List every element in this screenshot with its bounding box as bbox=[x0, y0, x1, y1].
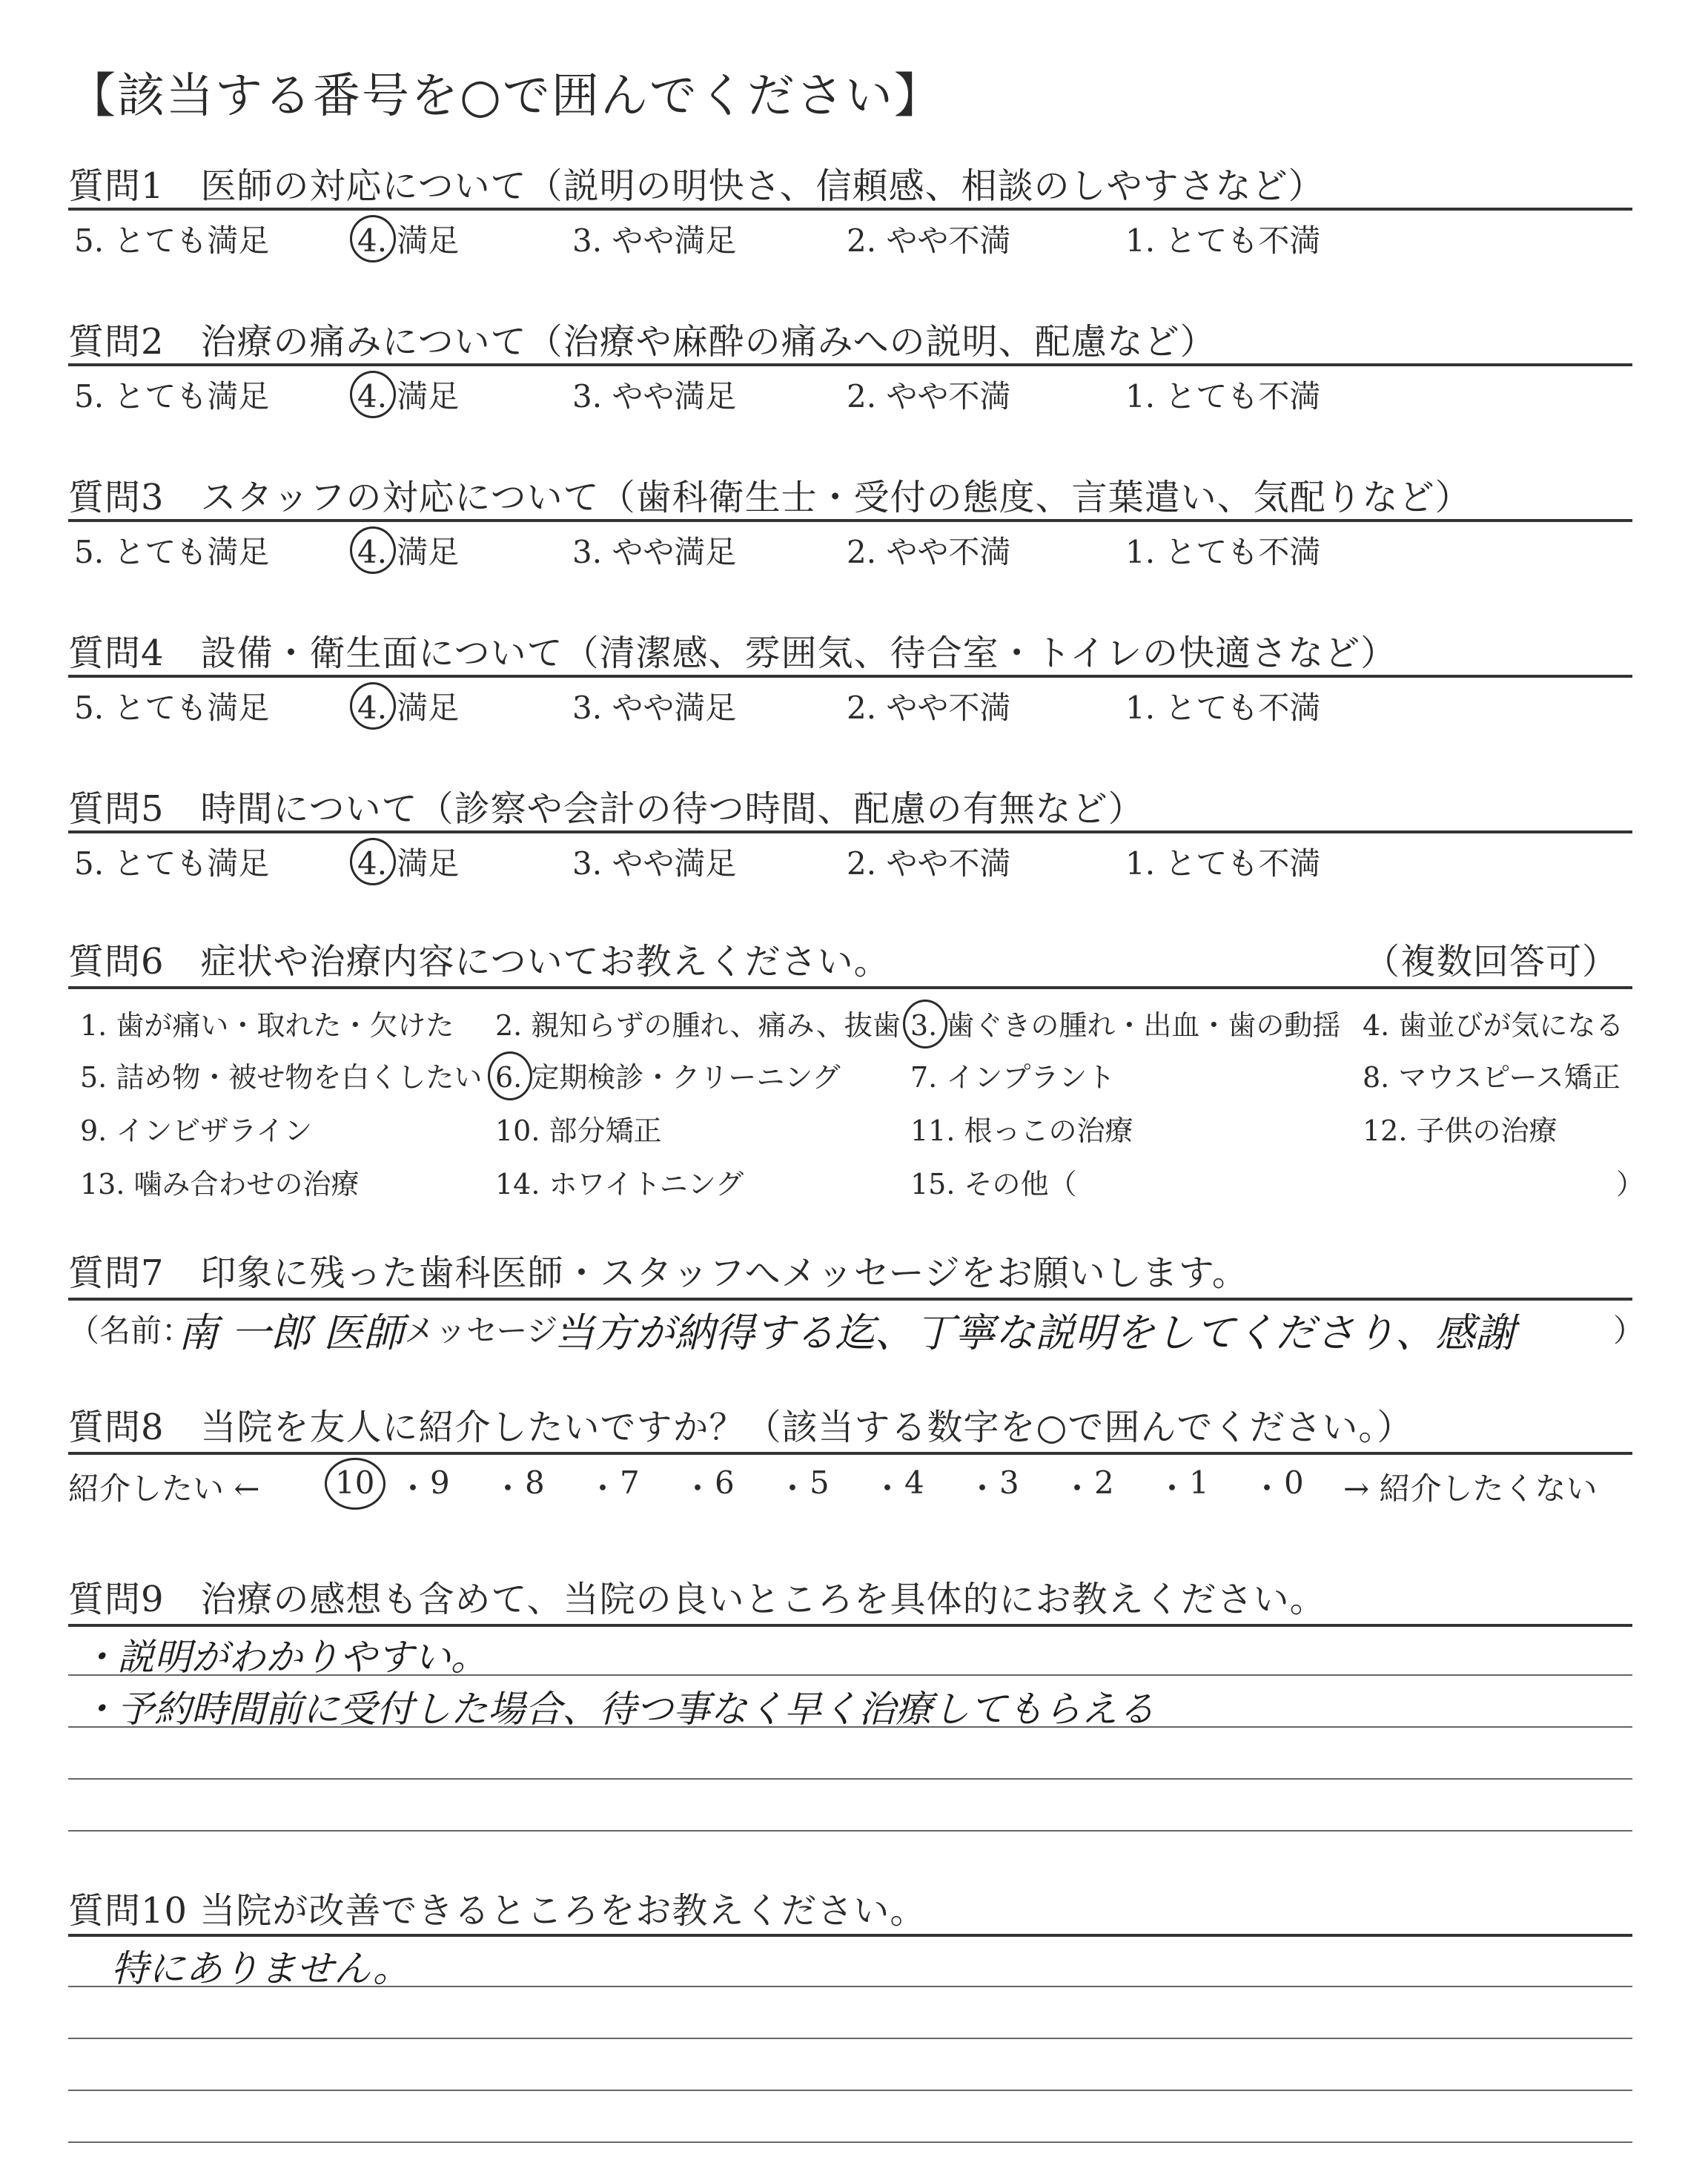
q1-title: 質問1 医師の対応について（説明の明快さ、信頼感、相談のしやすさなど） bbox=[68, 165, 1325, 207]
q3-option-3[interactable]: 2. やや不満 bbox=[847, 534, 1011, 570]
q5-rule bbox=[68, 830, 1632, 833]
q7-rule bbox=[68, 1298, 1632, 1301]
q3-option-0[interactable]: 5. とても満足 bbox=[74, 534, 270, 570]
q4-option-4[interactable]: 1. とても不満 bbox=[1125, 690, 1321, 726]
q2-option-4[interactable]: 1. とても不満 bbox=[1125, 378, 1321, 415]
q9-rule bbox=[68, 1624, 1632, 1627]
q7-name-value[interactable]: 南 一郎 医師 bbox=[178, 1309, 404, 1356]
q8-scale-separator: ・ bbox=[587, 1470, 619, 1507]
q1-option-2[interactable]: 3. やや満足 bbox=[572, 222, 737, 259]
q6-option-14[interactable]: 15. その他（ bbox=[910, 1168, 1077, 1200]
q6-option-7[interactable]: 8. マウスピース矯正 bbox=[1363, 1061, 1621, 1094]
q8-left-label: 紹介したい ← bbox=[68, 1470, 260, 1507]
q8-rule bbox=[68, 1452, 1632, 1455]
q2-option-1[interactable]: 4. 満足 bbox=[357, 378, 460, 415]
q7-message-label: メッセージ： bbox=[404, 1312, 589, 1349]
q7-title: 質問7 印象に残った歯科医師・スタッフへメッセージをお願いします。 bbox=[68, 1252, 1248, 1294]
q8-scale-value-1[interactable]: 1 bbox=[1189, 1464, 1209, 1501]
q1-option-1[interactable]: 4. 満足 bbox=[357, 222, 460, 259]
q8-scale-separator: ・ bbox=[1251, 1470, 1283, 1507]
q8-title: 質問8 当院を友人に紹介したいですか？（該当する数字を○で囲んでください。） bbox=[68, 1407, 1414, 1448]
q3-title: 質問3 スタッフの対応について（歯科衛生士・受付の態度、言葉遣い、気配りなど） bbox=[68, 477, 1472, 518]
q6-option-12[interactable]: 13. 噛み合わせの治療 bbox=[80, 1168, 360, 1200]
q9-answer-2[interactable]: ・予約時間前に受付した場合、待つ事なく早く治療してもらえる bbox=[80, 1688, 1155, 1731]
q4-option-1[interactable]: 4. 満足 bbox=[357, 690, 460, 726]
q4-title: 質問4 設備・衛生面について（清潔感、雰囲気、待合室・トイレの快適さなど） bbox=[68, 633, 1397, 674]
q2-option-0[interactable]: 5. とても満足 bbox=[74, 378, 270, 415]
q8-scale-value-4[interactable]: 4 bbox=[904, 1464, 924, 1501]
q2-selected-circle bbox=[350, 371, 396, 418]
q5-option-1[interactable]: 4. 満足 bbox=[357, 845, 460, 882]
q6-title: 質問6 症状や治療内容についてお教えください。 bbox=[68, 941, 890, 982]
q8-scale-value-8[interactable]: 8 bbox=[525, 1464, 545, 1501]
q4-option-3[interactable]: 2. やや不満 bbox=[847, 690, 1011, 726]
q8-scale-separator: ・ bbox=[682, 1470, 714, 1507]
q10-answer-1[interactable]: 特にありません。 bbox=[111, 1947, 410, 1990]
q6-option-5[interactable]: 6. 定期検診・クリーニング bbox=[495, 1061, 841, 1094]
q8-scale-separator: ・ bbox=[1062, 1470, 1093, 1507]
q10-writing-line bbox=[68, 2141, 1632, 2143]
q10-writing-line bbox=[68, 2090, 1632, 2091]
q8-scale-value-7[interactable]: 7 bbox=[620, 1464, 640, 1501]
q3-option-2[interactable]: 3. やや満足 bbox=[572, 534, 737, 570]
q2-title: 質問2 治療の痛みについて（治療や麻酔の痛みへの説明、配慮など） bbox=[68, 321, 1217, 363]
q4-rule bbox=[68, 675, 1632, 678]
q2-rule bbox=[68, 363, 1632, 366]
q1-selected-circle bbox=[350, 215, 396, 262]
q3-option-1[interactable]: 4. 満足 bbox=[357, 534, 460, 570]
q5-option-0[interactable]: 5. とても満足 bbox=[74, 845, 270, 882]
q6-selected-circle bbox=[488, 1051, 532, 1100]
q2-option-2[interactable]: 3. やや満足 bbox=[572, 378, 737, 415]
q4-option-0[interactable]: 5. とても満足 bbox=[74, 690, 270, 726]
q6-option-9[interactable]: 10. 部分矯正 bbox=[495, 1114, 662, 1147]
q8-scale-value-10[interactable]: 10 bbox=[335, 1464, 375, 1501]
q8-scale-value-5[interactable]: 5 bbox=[810, 1464, 830, 1501]
q6-option-8[interactable]: 9. インビザライン bbox=[80, 1114, 313, 1147]
q8-scale-separator: ・ bbox=[872, 1470, 904, 1507]
q6-option-3[interactable]: 4. 歯並びが気になる bbox=[1363, 1009, 1624, 1042]
q8-scale-value-2[interactable]: 2 bbox=[1094, 1464, 1114, 1501]
q5-selected-circle bbox=[350, 838, 396, 885]
q6-option-6[interactable]: 7. インプラント bbox=[910, 1061, 1116, 1094]
q7-name-label: （名前： bbox=[68, 1312, 193, 1349]
q8-scale-value-3[interactable]: 3 bbox=[999, 1464, 1019, 1501]
q6-option-13[interactable]: 14. ホワイトニング bbox=[495, 1168, 744, 1200]
q1-rule bbox=[68, 208, 1632, 211]
q10-rule bbox=[68, 1934, 1632, 1937]
q8-selected-circle bbox=[325, 1458, 385, 1510]
q8-scale-separator: ・ bbox=[777, 1470, 809, 1507]
q8-scale-value-0[interactable]: 0 bbox=[1284, 1464, 1304, 1501]
q3-rule bbox=[68, 519, 1632, 522]
q7-message-value[interactable]: 当方が納得する迄、丁寧な説明をしてくださり、感謝 bbox=[555, 1309, 1515, 1356]
q4-selected-circle bbox=[350, 682, 396, 730]
q10-writing-line bbox=[68, 2038, 1632, 2039]
q9-writing-line bbox=[68, 1778, 1632, 1780]
q8-right-label: → 紹介したくない bbox=[1343, 1470, 1598, 1507]
q1-option-3[interactable]: 2. やや不満 bbox=[847, 222, 1011, 259]
q1-option-0[interactable]: 5. とても満足 bbox=[74, 222, 270, 259]
q6-option-15[interactable]: ） bbox=[1616, 1168, 1645, 1200]
q8-scale-separator: ・ bbox=[397, 1470, 429, 1507]
q5-option-2[interactable]: 3. やや満足 bbox=[572, 845, 737, 882]
q2-option-3[interactable]: 2. やや不満 bbox=[847, 378, 1011, 415]
page-header: 【該当する番号を○で囲んでください】 bbox=[68, 69, 943, 124]
q9-title: 質問9 治療の感想も含めて、当院の良いところを具体的にお教えください。 bbox=[68, 1579, 1326, 1620]
q8-scale-separator: ・ bbox=[967, 1470, 999, 1507]
q5-title: 質問5 時間について（診察や会計の待つ時間、配慮の有無など） bbox=[68, 788, 1145, 830]
q5-option-3[interactable]: 2. やや不満 bbox=[847, 845, 1011, 882]
q3-selected-circle bbox=[350, 526, 396, 574]
q4-option-2[interactable]: 3. やや満足 bbox=[572, 690, 737, 726]
q8-scale-separator: ・ bbox=[1156, 1470, 1188, 1507]
q6-selected-circle bbox=[903, 1000, 947, 1048]
q8-scale-value-6[interactable]: 6 bbox=[715, 1464, 735, 1501]
q1-option-4[interactable]: 1. とても不満 bbox=[1125, 222, 1321, 259]
q6-option-11[interactable]: 12. 子供の治療 bbox=[1363, 1114, 1558, 1147]
q6-rule bbox=[68, 986, 1632, 989]
q6-note: （複数回答可） bbox=[1364, 941, 1619, 982]
q5-option-4[interactable]: 1. とても不満 bbox=[1125, 845, 1321, 882]
q6-option-10[interactable]: 11. 根っこの治療 bbox=[910, 1114, 1133, 1147]
q6-option-0[interactable]: 1. 歯が痛い・取れた・欠けた bbox=[80, 1009, 454, 1042]
q9-writing-line bbox=[68, 1830, 1632, 1832]
q6-option-4[interactable]: 5. 詰め物・被せ物を白くしたい bbox=[80, 1061, 483, 1094]
q6-option-2[interactable]: 3. 歯ぐきの腫れ・出血・歯の動揺 bbox=[910, 1009, 1341, 1042]
q8-scale-separator: ・ bbox=[492, 1470, 524, 1507]
q9-answer-1[interactable]: ・説明がわかりやすい。 bbox=[80, 1636, 488, 1679]
q6-option-1[interactable]: 2. 親知らずの腫れ、痛み、抜歯 bbox=[495, 1009, 901, 1042]
q8-scale-value-9[interactable]: 9 bbox=[430, 1464, 450, 1501]
q10-title: 質問10 当院が改善できるところをお教えください。 bbox=[68, 1890, 927, 1932]
q7-close-paren: ） bbox=[1613, 1312, 1645, 1349]
q3-option-4[interactable]: 1. とても不満 bbox=[1125, 534, 1321, 570]
